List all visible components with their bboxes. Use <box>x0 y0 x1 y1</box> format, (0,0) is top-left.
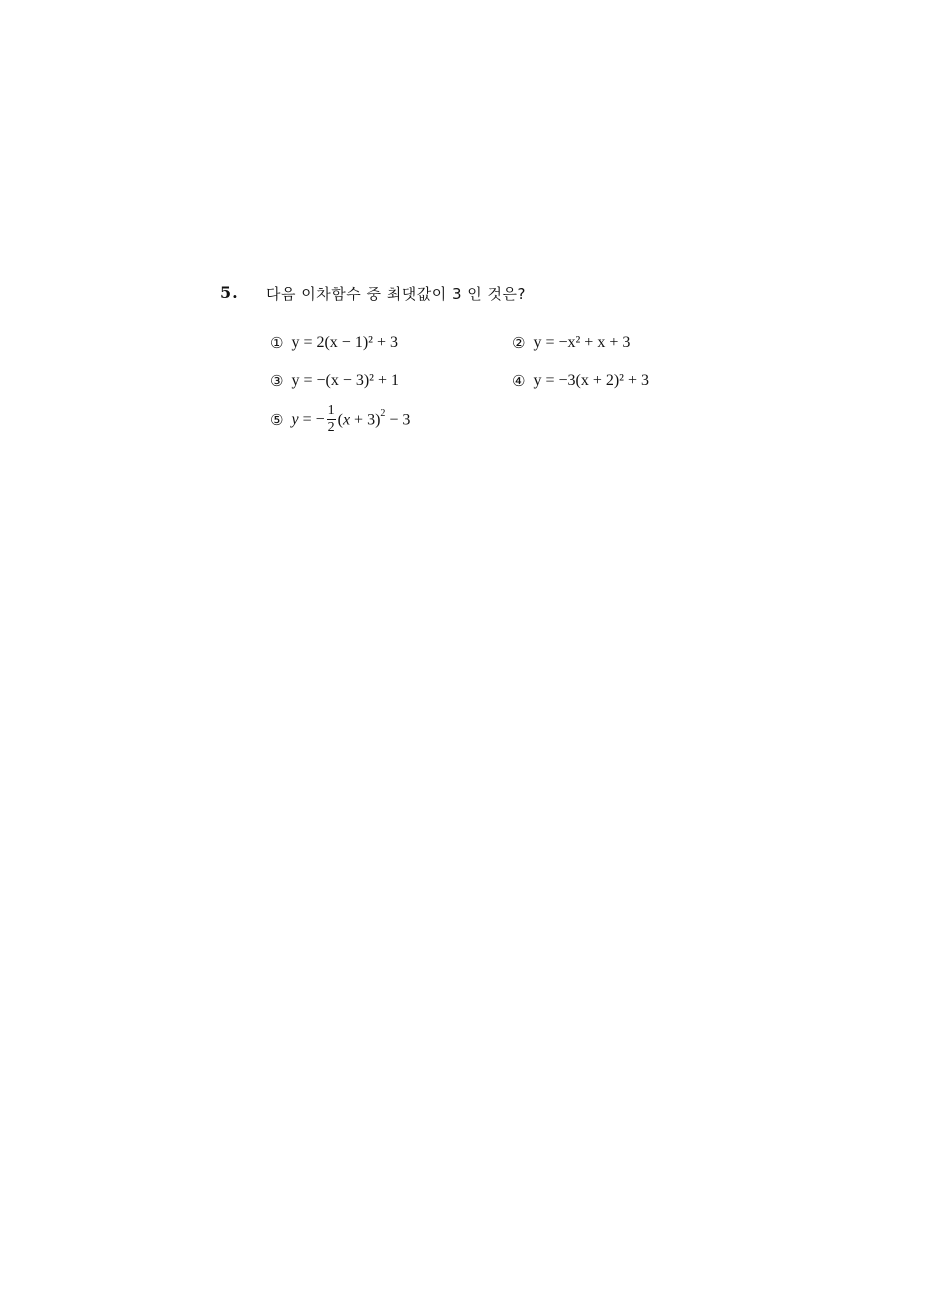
choice-2 <box>512 334 630 352</box>
choice-3 <box>270 372 399 390</box>
choice-5-lhs: y = − <box>291 410 325 428</box>
choice-5-expression <box>291 404 410 435</box>
choice-5-fraction-numerator: 1 <box>327 403 335 418</box>
choice-4-mark: ④ <box>512 372 526 390</box>
choice-1-mark: ① <box>270 334 284 352</box>
choice-1-expression: y = 2(x − 1)² + 3 <box>291 334 398 351</box>
choice-4 <box>512 372 649 390</box>
choice-5-fraction <box>327 404 336 435</box>
choice-4-expression: y = −3(x + 2)² + 3 <box>533 372 649 389</box>
choice-5-fraction-denominator: 2 <box>327 420 335 435</box>
choice-2-expression: y = −x² + x + 3 <box>533 334 631 351</box>
choice-5 <box>270 404 410 435</box>
choice-5-rhs: $(x + 3)^2 - 3$ <box>337 407 411 429</box>
choice-3-expression: y = −(x − 3)² + 1 <box>291 372 399 389</box>
choice-3-mark: ③ <box>270 372 284 390</box>
choice-1 <box>270 334 398 352</box>
choice-5-mark: ⑤ <box>270 410 284 429</box>
question-text: 다음 이차함수 중 최댓값이 3 인 것은? <box>266 285 526 303</box>
choice-2-mark: ② <box>512 334 526 352</box>
question-number: 5. <box>220 283 239 302</box>
